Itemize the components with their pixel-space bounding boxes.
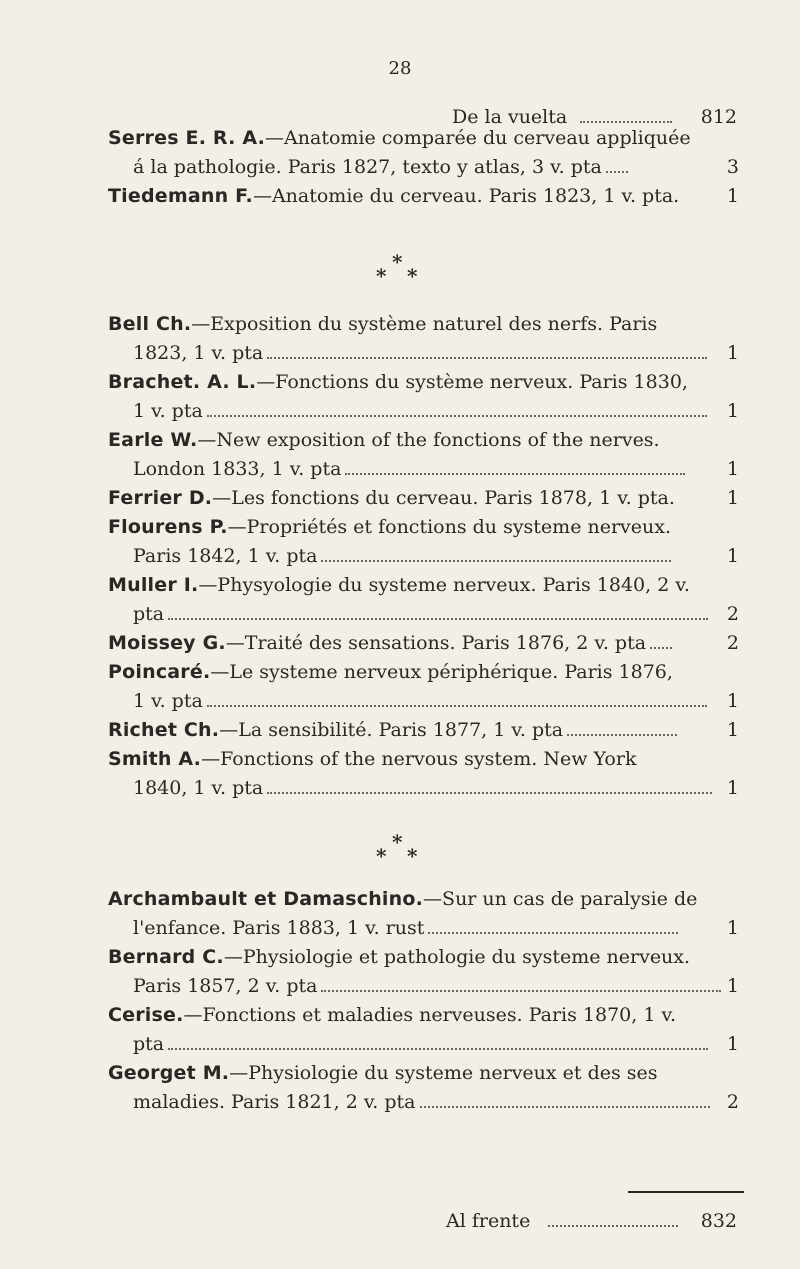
dot-leader — [168, 618, 708, 620]
entry-continuation: 1823, 1 v. pta — [133, 342, 264, 364]
bibliography-entry — [108, 124, 738, 182]
entry-continuation: pta — [133, 1033, 165, 1055]
bibliography-entry — [108, 885, 738, 943]
dot-leader — [606, 171, 628, 173]
entry-author: Tiedemann F. — [108, 185, 253, 207]
entry-volumes: 1 — [726, 487, 739, 509]
entry-author: Earle W. — [108, 429, 198, 451]
entry-title: —Les fonctions du cerveau. Paris 1878, 1 v. pta. — [212, 487, 675, 509]
entry-volumes: 1 — [726, 1033, 739, 1055]
bibliography-entry — [108, 629, 738, 658]
bibliography-entry — [108, 310, 738, 368]
entry-author: Archambault et Damaschino. — [108, 888, 424, 910]
asterism-star: * — [376, 264, 387, 288]
entry-continuation: l'enfance. Paris 1883, 1 v. rust — [133, 917, 425, 939]
asterism — [372, 830, 428, 870]
entry-volumes: 1 — [726, 975, 739, 997]
entry-title: —Sur un cas de paralysie de — [423, 888, 698, 910]
bibliography-entry — [108, 745, 738, 803]
entry-author: Bell Ch. — [108, 313, 192, 335]
entry-volumes: 2 — [726, 632, 739, 654]
entry-author: Smith A. — [108, 748, 202, 770]
carry-forward-total: 832 — [700, 1210, 737, 1232]
dot-leader — [168, 1048, 708, 1050]
dot-leader — [420, 1106, 710, 1108]
entry-title: —La sensibilité. Paris 1877, 1 v. pta — [219, 719, 564, 741]
entry-title: —Physiologie et pathologie du systeme nerveux. — [223, 946, 691, 968]
entry-volumes: 1 — [726, 917, 739, 939]
bibliography-entry — [108, 368, 738, 426]
bibliography-entry — [108, 484, 738, 513]
carried-forward-label: De la vuelta — [452, 106, 568, 128]
asterism-star: * — [392, 250, 403, 274]
bibliography-entry — [108, 571, 738, 629]
asterism-star: * — [407, 844, 418, 868]
entry-volumes: 1 — [726, 185, 739, 207]
entry-title: —Traité des sensations. Paris 1876, 2 v. pta — [225, 632, 647, 654]
entry-title: —Physyologie du systeme nerveux. Paris 1840, 2 v. — [198, 574, 690, 596]
entry-author: Moissey G. — [108, 632, 226, 654]
entry-volumes: 1 — [726, 545, 739, 567]
entry-title: —Exposition du système naturel des nerfs. Paris — [191, 313, 658, 335]
entry-title: —Fonctions du système nerveux. Paris 1830, — [256, 371, 688, 393]
entry-title: —Le systeme nerveux périphérique. Paris 1876, — [210, 661, 673, 683]
page-number: 28 — [388, 58, 412, 79]
entry-title: —Propriétés et fonctions du systeme nerveux. — [227, 516, 672, 538]
entry-volumes: 1 — [726, 690, 739, 712]
entry-continuation: 1 v. pta — [133, 400, 203, 422]
entry-volumes: 2 — [726, 603, 739, 625]
bibliography-entry — [108, 426, 738, 484]
bibliography-entry — [108, 716, 738, 745]
dot-leader — [548, 1225, 678, 1227]
entry-author: Richet Ch. — [108, 719, 220, 741]
entry-volumes: 2 — [726, 1091, 739, 1113]
entry-title: —Fonctions of the nervous system. New York — [201, 748, 637, 770]
entry-author: Serres E. R. A. — [108, 127, 266, 149]
dot-leader — [428, 932, 678, 934]
dot-leader — [567, 734, 677, 736]
bibliography-entry — [108, 513, 738, 571]
entry-continuation: pta — [133, 603, 165, 625]
bibliography-entry — [108, 943, 738, 1001]
entry-continuation: á la pathologie. Paris 1827, texto y atlas, 3 v. pta — [133, 156, 602, 178]
carry-forward-line — [0, 1210, 800, 1234]
entry-continuation: London 1833, 1 v. pta — [133, 458, 342, 480]
dot-leader — [321, 990, 721, 992]
bibliography-entry — [108, 1001, 738, 1059]
entry-continuation: 1840, 1 v. pta — [133, 777, 264, 799]
dot-leader — [267, 792, 712, 794]
entry-continuation: maladies. Paris 1821, 2 v. pta — [133, 1091, 416, 1113]
dot-leader — [580, 121, 672, 123]
entry-title: —Anatomie comparée du cerveau appliquée — [265, 127, 691, 149]
dot-leader — [207, 705, 707, 707]
entry-author: Poincaré. — [108, 661, 211, 683]
entry-title: —New exposition of the fonctions of the nerves. — [197, 429, 660, 451]
bibliography-entry — [108, 658, 738, 716]
asterism-star: * — [392, 830, 403, 854]
asterism-star: * — [407, 264, 418, 288]
dot-leader — [321, 560, 671, 562]
entry-title: —Physiologie du systeme nerveux et des ses — [229, 1062, 658, 1084]
entry-author: Georget M. — [108, 1062, 230, 1084]
entry-volumes: 1 — [726, 400, 739, 422]
entry-volumes: 3 — [726, 156, 739, 178]
entry-author: Muller I. — [108, 574, 199, 596]
entry-author: Brachet. A. L. — [108, 371, 257, 393]
entry-continuation: Paris 1857, 2 v. pta — [133, 975, 318, 997]
bibliography-entry — [108, 182, 738, 211]
bibliography-entry — [108, 1059, 738, 1117]
entry-author: Flourens P. — [108, 516, 228, 538]
asterism — [372, 250, 428, 290]
carried-forward-total: 812 — [700, 106, 737, 128]
entry-volumes: 1 — [726, 719, 739, 741]
entry-continuation: Paris 1842, 1 v. pta — [133, 545, 318, 567]
total-rule — [628, 1191, 744, 1193]
asterism-star: * — [376, 844, 387, 868]
entry-author: Ferrier D. — [108, 487, 213, 509]
carry-forward-label: Al frente — [446, 1210, 531, 1232]
entry-volumes: 1 — [726, 342, 739, 364]
entry-title: —Anatomie du cerveau. Paris 1823, 1 v. pta. — [252, 185, 680, 207]
entry-author: Cerise. — [108, 1004, 184, 1026]
entry-continuation: 1 v. pta — [133, 690, 203, 712]
dot-leader — [650, 647, 672, 649]
entry-volumes: 1 — [726, 458, 739, 480]
dot-leader — [267, 357, 707, 359]
dot-leader — [207, 415, 707, 417]
dot-leader — [345, 473, 685, 475]
entry-volumes: 1 — [726, 777, 739, 799]
entry-author: Bernard C. — [108, 946, 224, 968]
entry-title: —Fonctions et maladies nerveuses. Paris 1870, 1 v. — [183, 1004, 677, 1026]
